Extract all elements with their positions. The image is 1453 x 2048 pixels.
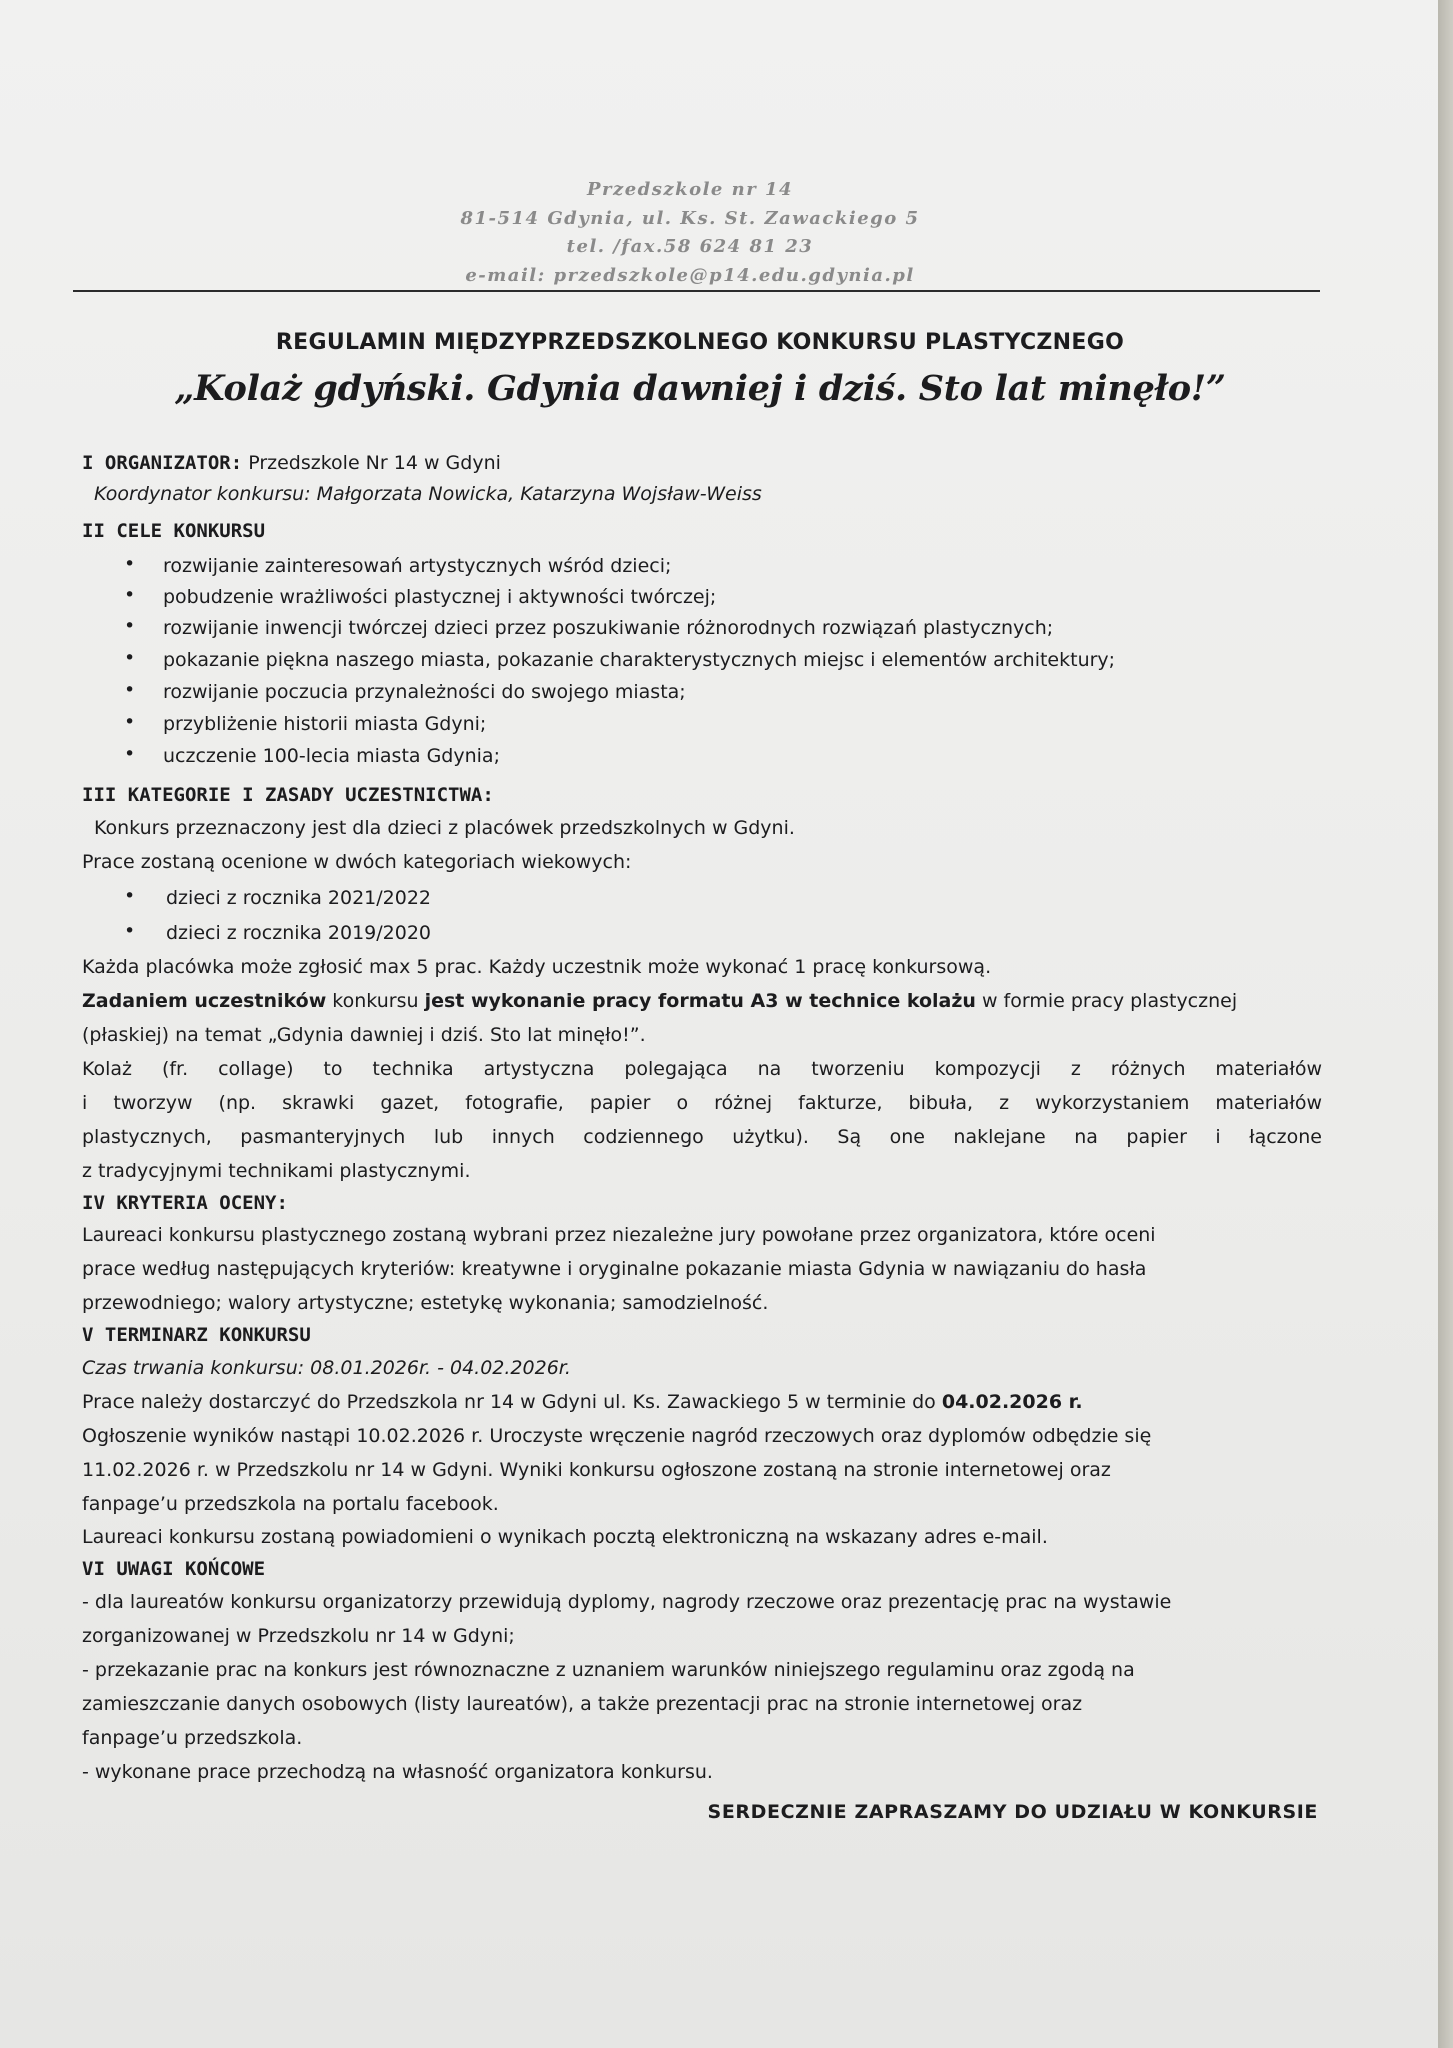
remarks-line: - przekazanie prac na konkurs jest równoznaczne z uznaniem warunków niniejszego regulaminu oraz zgodą na [82,1659,1135,1681]
collage-definition-line: plastycznych, pasmanteryjnych lub innych codziennego użytku). Są one naklejane na papier i łączone [82,1126,1322,1148]
delivery-date: 04.02.2026 r. [941,1391,1083,1413]
section-heading-schedule: V TERMINARZ KONKURSU [82,1324,311,1346]
section-heading-criteria: IV KRYTERIA OCENY: [82,1192,288,1214]
goal-item: rozwijanie zainteresowań artystycznych wśród dzieci; [163,555,672,577]
category-item: dzieci z rocznika 2019/2020 [166,922,431,944]
categories-age-intro: Prace zostaną ocenione w dwóch kategoriach wiekowych: [82,851,632,873]
collage-definition-line: z tradycyjnymi technikami plastycznymi. [82,1160,471,1182]
bullet-icon: • [124,743,136,765]
letterhead [410,176,970,290]
bullet-icon: • [124,584,136,606]
goal-item: pokazanie piękna naszego miasta, pokazanie charakterystycznych miejsc i elementów architektury; [163,649,1116,671]
bullet-icon: • [124,615,136,637]
task-line [82,988,1237,1014]
collage-definition-line: Kolaż (fr. collage) to technika artystyczna polegająca na tworzeniu kompozycji z różnych materiałów [82,1058,1322,1080]
section-heading-goals: II CELE KONKURSU [82,520,266,542]
goal-item: rozwijanie poczucia przynależności do swojego miasta; [163,681,686,703]
submission-limit: Każda placówka może zgłosić max 5 prac. Każdy uczestnik może wykonać 1 pracę konkursową. [82,956,992,978]
letterhead-address: 81-514 Gdynia, ul. Ks. St. Zawackiego 5 [460,207,920,229]
letterhead-email: e-mail: przedszkole@p14.edu.gdynia.pl [465,264,915,286]
criteria-line: Laureaci konkursu plastycznego zostaną wybrani przez niezależne jury powołane przez organizatora, które oceni [82,1224,1156,1246]
section-heading-organizer: I ORGANIZATOR: [82,452,243,474]
organizer-line [82,450,501,476]
closing-invitation: SERDECZNIE ZAPRASZAMY DO UDZIAŁU W KONKURSIE [707,1801,1318,1823]
task-text-2: w formie pracy plastycznej [975,990,1238,1012]
goal-item: rozwijanie inwencji twórczej dzieci przez poszukiwanie różnorodnych rozwiązań plastycznych; [163,617,1054,639]
task-bold-2: jest wykonanie pracy formatu A3 w technice kolażu [424,990,976,1012]
schedule-duration: Czas trwania konkursu: 08.01.2026r. - 04.02.2026r. [82,1357,571,1379]
criteria-line: prace według następujących kryteriów: kreatywne i oryginalne pokazanie miasta Gdynia w nawiązaniu do hasła [82,1258,1147,1280]
letterhead-phone: tel. /fax.58 624 81 23 [566,236,814,257]
schedule-results-line: fanpage’u przedszkola na portalu facebook. [82,1493,499,1515]
section-heading-remarks: VI UWAGI KOŃCOWE [82,1558,266,1580]
bullet-icon: • [124,553,136,575]
goal-item: pobudzenie wrażliwości plastycznej i aktywności twórczej; [163,586,717,608]
bullet-icon: • [124,885,136,907]
letterhead-name: Przedszkole nr 14 [586,179,794,200]
criteria-line: przewodniego; walory artystyczne; estetykę wykonania; samodzielność. [82,1292,769,1314]
categories-intro: Konkurs przeznaczony jest dla dzieci z placówek przedszkolnych w Gdyni. [94,817,795,839]
coordinator-line: Koordynator konkursu: Małgorzata Nowicka, Katarzyna Wojsław-Weiss [94,483,762,505]
document-subtitle: „Kolaż gdyński. Gdynia dawniej i dziś. Sto lat minęło!” [174,368,1226,409]
remarks-line: zamieszczanie danych osobowych (listy laureatów), a także prezentacji prac na stronie internetowej oraz [82,1693,1083,1715]
bullet-icon: • [124,679,136,701]
schedule-results-line: Ogłoszenie wyników nastąpi 10.02.2026 r. Uroczyste wręczenie nagród rzeczowych oraz dyplomów odbędzie się [82,1425,1152,1447]
remarks-line: - wykonane prace przechodzą na własność organizatora konkursu. [82,1761,713,1783]
schedule-results-line: 11.02.2026 r. w Przedszkolu nr 14 w Gdyni. Wyniki konkursu ogłoszone zostaną na stronie internetowej oraz [82,1459,1111,1481]
category-item: dzieci z rocznika 2021/2022 [166,887,431,909]
task-text-1: konkursu [326,990,425,1012]
goal-item: uczczenie 100-lecia miasta Gdynia; [163,745,500,767]
remarks-line: - dla laureatów konkursu organizatorzy przewidują dyplomy, nagrody rzeczowe oraz prezentację prac na wystawie [82,1591,1172,1613]
bullet-icon: • [124,711,136,733]
task-topic-line: (płaskiej) na temat „Gdynia dawniej i dziś. Sto lat minęło!”. [82,1024,646,1046]
document-title: REGULAMIN MIĘDZYPRZEDSZKOLNEGO KONKURSU PLASTYCZNEGO [275,330,1125,355]
schedule-delivery [82,1389,1083,1415]
remarks-line: zorganizowanej w Przedszkolu nr 14 w Gdyni; [82,1625,515,1647]
task-bold-1: Zadaniem uczestników [82,990,327,1012]
delivery-text: Prace należy dostarczyć do Przedszkola nr 14 w Gdyni ul. Ks. Zawackiego 5 w terminie do [82,1391,942,1413]
schedule-notify: Laureaci konkursu zostaną powiadomieni o wynikach pocztą elektroniczną na wskazany adres e-mail. [82,1526,1048,1548]
organizer-text: Przedszkole Nr 14 w Gdyni [242,452,501,474]
table-edge [1438,0,1453,2048]
bullet-icon: • [124,920,136,942]
remarks-line: fanpage’u przedszkola. [82,1727,303,1749]
section-heading-categories: III KATEGORIE I ZASADY UCZESTNICTWA: [82,784,494,806]
goal-item: przybliżenie historii miasta Gdyni; [163,713,487,735]
bullet-icon: • [124,647,136,669]
header-divider [73,290,1320,292]
collage-definition-line: i tworzyw (np. skrawki gazet, fotografie, papier o różnej fakturze, bibuła, z wykorzystaniem materiałów [82,1092,1322,1114]
